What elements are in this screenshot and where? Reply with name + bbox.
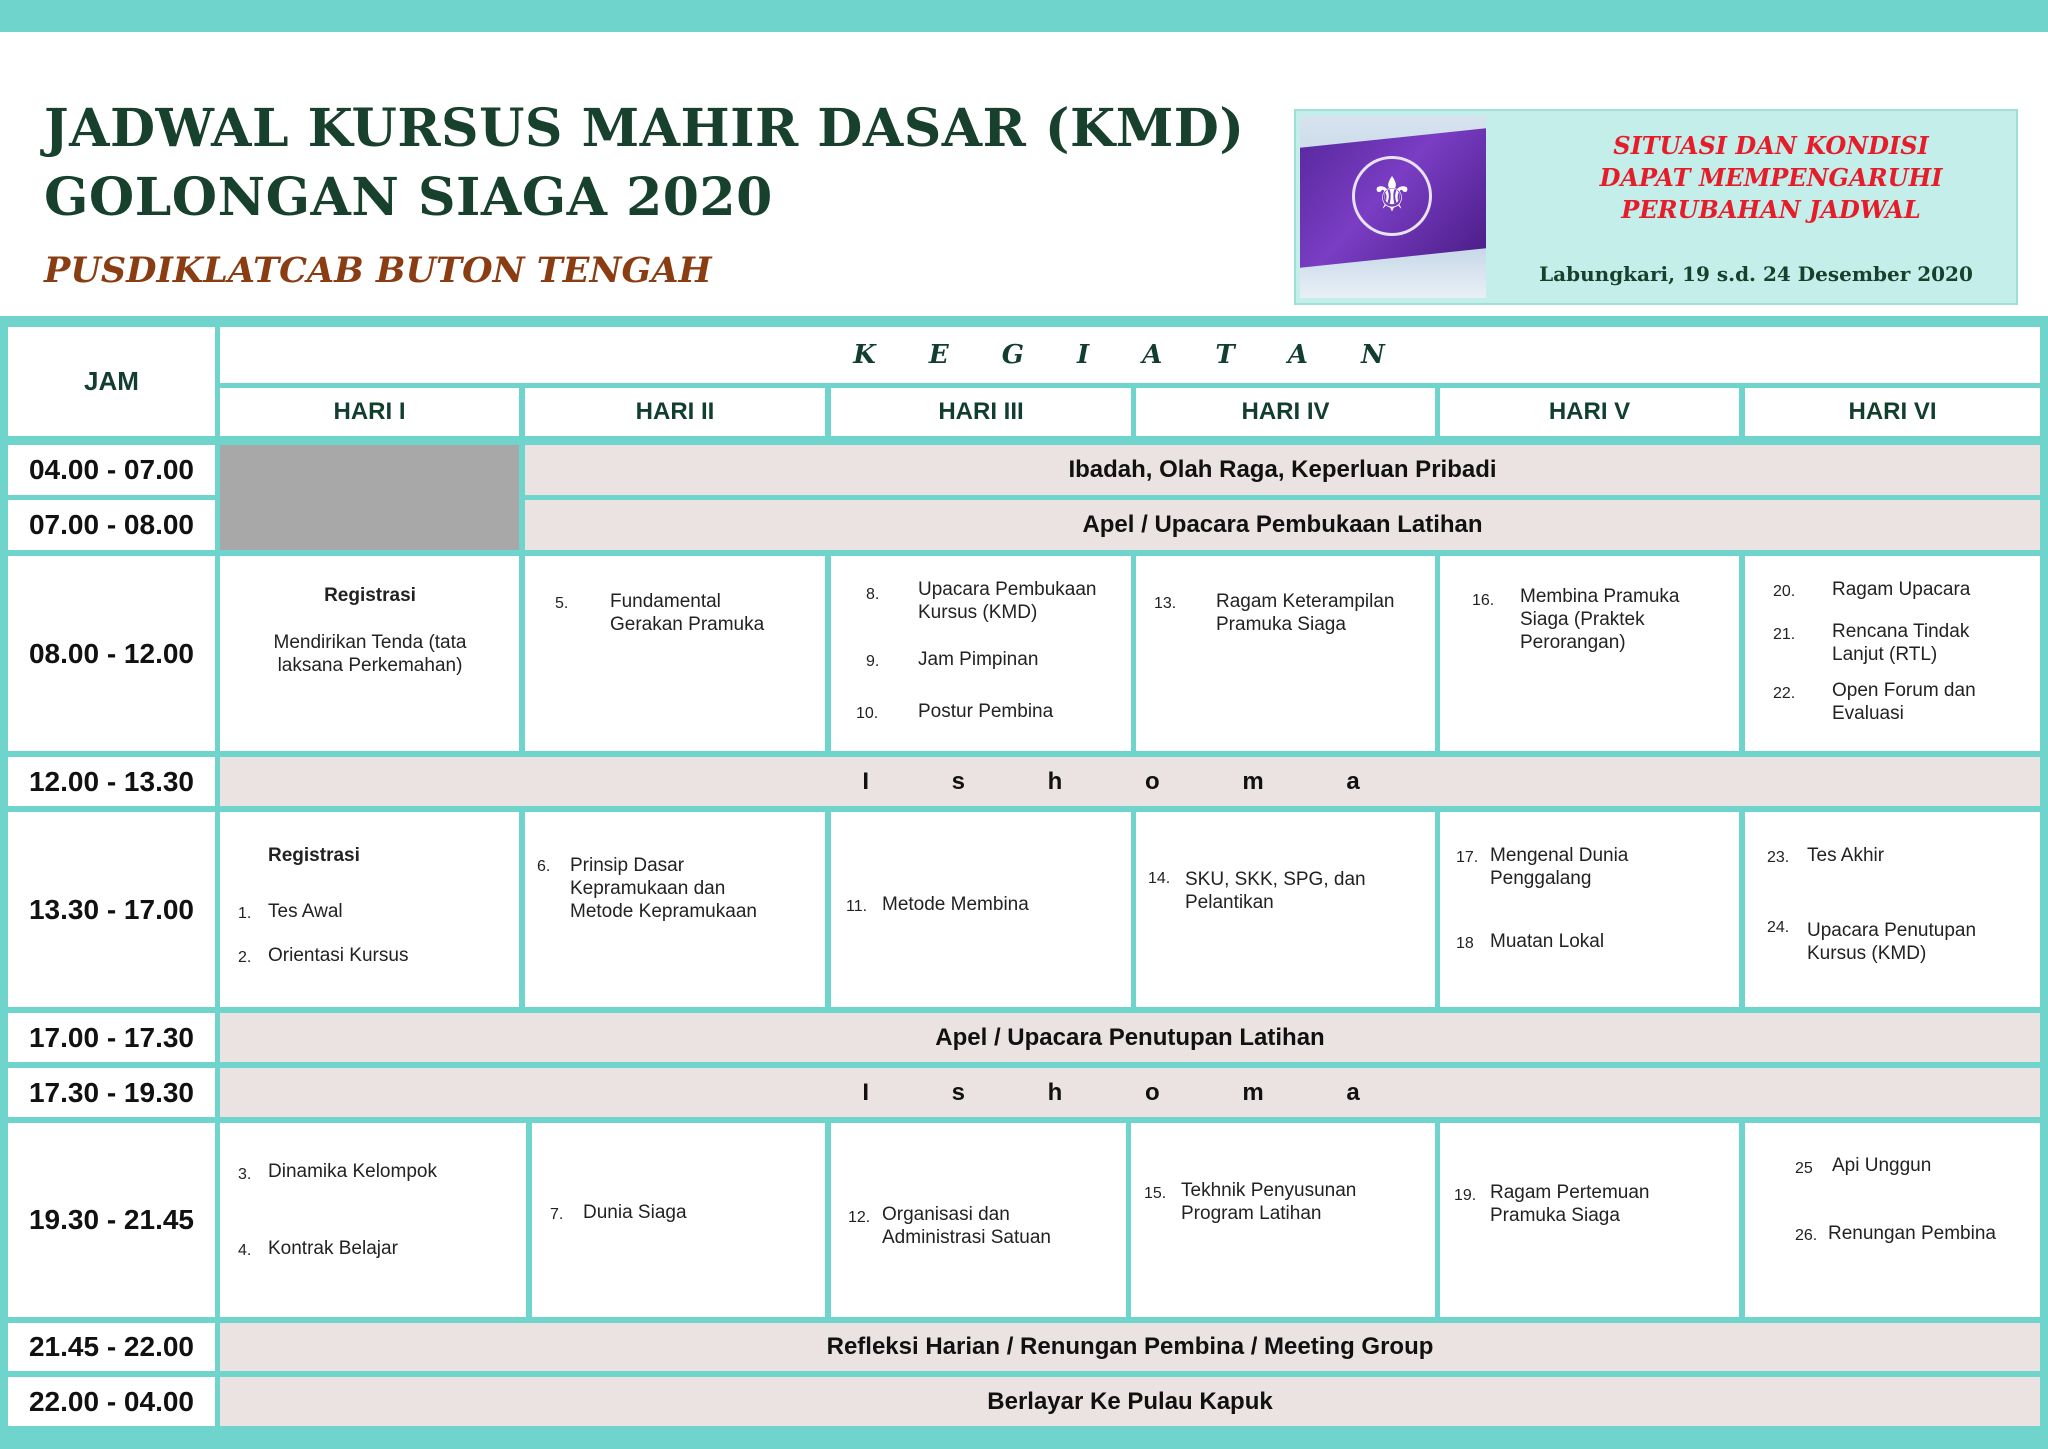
activity-number: 13. [1154, 595, 1177, 612]
activity-text: Mendirikan Tenda (tata laksana Perkemahan) [273, 632, 467, 676]
notice-box [1294, 109, 2018, 305]
time-slot: 19.30 - 21.45 [8, 1123, 215, 1317]
schedule-cell-day5-evening [1440, 1123, 1739, 1317]
blank-cell [220, 445, 519, 550]
time-slot: 22.00 - 04.00 [8, 1377, 215, 1426]
activity-number: 21. [1773, 626, 1796, 643]
schedule-cell-day3-afternoon [831, 812, 1131, 1007]
activity-number: 23. [1767, 849, 1790, 866]
activity-number: 25 [1795, 1160, 1813, 1177]
scout-flag-icon: ⚜ [1300, 116, 1486, 298]
activity-number: 24. [1767, 919, 1790, 936]
schedule-cell-day1-afternoon [220, 812, 519, 1007]
time-slot: 21.45 - 22.00 [8, 1323, 215, 1371]
activity-text: Metode Membina [882, 894, 1029, 915]
activity-number: 18 [1456, 935, 1474, 952]
activity-text: Rencana Tindak Lanjut (RTL) [1832, 621, 1970, 665]
activity-number: 14. [1148, 870, 1171, 887]
activity-number: 22. [1773, 685, 1796, 702]
activity-number: 10. [856, 705, 879, 722]
activity-number: 5. [555, 595, 569, 612]
day-header-3: HARI III [831, 388, 1131, 436]
time-slot: 13.30 - 17.00 [8, 812, 215, 1007]
activity-text: Api Unggun [1832, 1155, 1932, 1176]
activity-text: Membina Pramuka Siaga (Praktek Perorangan) [1520, 586, 1680, 653]
activity-number: 12. [848, 1209, 871, 1226]
activity-number: 7. [550, 1206, 564, 1223]
activity-text: Tes Akhir [1807, 845, 1885, 866]
schedule-cell-day5-afternoon [1440, 812, 1739, 1007]
activity-text: Tes Awal [268, 901, 343, 922]
activity-number: 15. [1144, 1185, 1167, 1202]
page-title-line1: JADWAL KURSUS MAHIR DASAR (KMD) [44, 98, 1245, 159]
day-header-5: HARI V [1440, 388, 1739, 436]
activity-text: Muatan Lokal [1490, 931, 1605, 952]
activity-text: Tekhnik Penyusunan Program Latihan [1181, 1180, 1357, 1224]
activity-text: Organisasi dan Administrasi Satuan [882, 1204, 1051, 1248]
activity-number: 4. [238, 1242, 252, 1259]
activity-text: Prinsip Dasar Kepramukaan dan Metode Kepramukaan [570, 855, 757, 922]
activity-text: Dunia Siaga [583, 1202, 687, 1223]
page-title-line2: GOLONGAN SIAGA 2020 [44, 167, 773, 228]
activity-number: 8. [866, 586, 880, 603]
schedule-cell-day4-evening [1131, 1123, 1435, 1317]
activity-number: 1. [238, 905, 252, 922]
activity-text: Ragam Keterampilan Pramuka Siaga [1216, 591, 1395, 635]
activity-number: 9. [866, 653, 880, 670]
schedule-cell-day2-morning [525, 556, 825, 751]
activity-number: 20. [1773, 583, 1796, 600]
ishoma-band: I s h o m a [220, 1068, 2040, 1117]
activity-text: Postur Pembina [918, 701, 1054, 722]
schedule-cell-day1-evening [220, 1123, 526, 1317]
day-header-1: HARI I [220, 388, 519, 436]
activity-text: Open Forum dan Evaluasi [1832, 680, 1976, 724]
time-slot: 12.00 - 13.30 [8, 757, 215, 806]
activity-text: Dinamika Kelompok [268, 1161, 437, 1182]
activity-text: Renungan Pembina [1828, 1223, 1996, 1244]
activity-number: 17. [1456, 849, 1479, 866]
schedule-cell-day3-evening [831, 1123, 1126, 1317]
activity-text: Mengenal Dunia Penggalang [1490, 845, 1629, 889]
schedule-date: Labungkari, 19 s.d. 24 Desember 2020 [1539, 262, 1973, 286]
activity-number: 16. [1472, 592, 1495, 609]
day-header-6: HARI VI [1745, 388, 2040, 436]
schedule-cell-day2-evening [532, 1123, 825, 1317]
schedule-cell-day2-afternoon [525, 812, 825, 1007]
notice-line-2: DAPAT MEMPENGARUHI [1599, 163, 1943, 192]
time-slot: 04.00 - 07.00 [8, 445, 215, 495]
activity-text: Ragam Upacara [1832, 579, 1971, 600]
schedule-cell-day6-evening [1745, 1123, 2040, 1317]
activity-text: SKU, SKK, SPG, dan Pelantikan [1185, 869, 1366, 913]
schedule-cell-day5-morning [1440, 556, 1739, 751]
activity-number: 11. [846, 898, 868, 915]
activity-number: 6. [537, 858, 551, 875]
activity-text: Upacara Penutupan Kursus (KMD) [1807, 920, 1977, 964]
schedule-cell-day6-morning [1745, 556, 2040, 751]
day-header-4: HARI IV [1136, 388, 1435, 436]
activity-text: Orientasi Kursus [268, 945, 409, 966]
time-slot: 07.00 - 08.00 [8, 500, 215, 550]
activity-title: Registrasi [268, 845, 360, 866]
schedule-cell-day1-morning [220, 556, 519, 751]
activity-band: Ibadah, Olah Raga, Keperluan Pribadi [525, 445, 2040, 495]
page-subtitle: PUSDIKLATCAB BUTON TENGAH [44, 250, 712, 291]
activity-text: Ragam Pertemuan Pramuka Siaga [1490, 1182, 1650, 1226]
schedule-cell-day4-morning [1136, 556, 1435, 751]
kegiatan-header: K E G I A T A N [220, 327, 2040, 383]
header-panel [0, 32, 2048, 316]
day-header-2: HARI II [525, 388, 825, 436]
activity-text: Jam Pimpinan [918, 649, 1039, 670]
activity-number: 19. [1454, 1187, 1477, 1204]
activity-text: Kontrak Belajar [268, 1238, 398, 1259]
activity-title: Registrasi [324, 585, 416, 606]
activity-band: Apel / Upacara Pembukaan Latihan [525, 500, 2040, 550]
activity-number: 3. [238, 1166, 252, 1183]
activity-text: Upacara Pembukaan Kursus (KMD) [918, 579, 1097, 623]
activity-band: Refleksi Harian / Renungan Pembina / Meeting Group [220, 1323, 2040, 1371]
notice-line-3: PERUBAHAN JADWAL [1621, 195, 1921, 224]
schedule-cell-day3-morning [831, 556, 1131, 751]
activity-number: 2. [238, 949, 252, 966]
schedule-cell-day4-afternoon [1136, 812, 1435, 1007]
schedule-cell-day6-afternoon [1745, 812, 2040, 1007]
activity-band: Apel / Upacara Penutupan Latihan [220, 1013, 2040, 1062]
activity-band: Berlayar Ke Pulau Kapuk [220, 1377, 2040, 1426]
activity-text: Fundamental Gerakan Pramuka [610, 591, 765, 635]
time-slot: 08.00 - 12.00 [8, 556, 215, 751]
activity-number: 26. [1795, 1227, 1818, 1244]
jam-header: JAM [8, 327, 215, 436]
ishoma-band: I s h o m a [220, 757, 2040, 806]
notice-line-1: SITUASI DAN KONDISI [1613, 131, 1929, 160]
time-slot: 17.30 - 19.30 [8, 1068, 215, 1117]
time-slot: 17.00 - 17.30 [8, 1013, 215, 1062]
